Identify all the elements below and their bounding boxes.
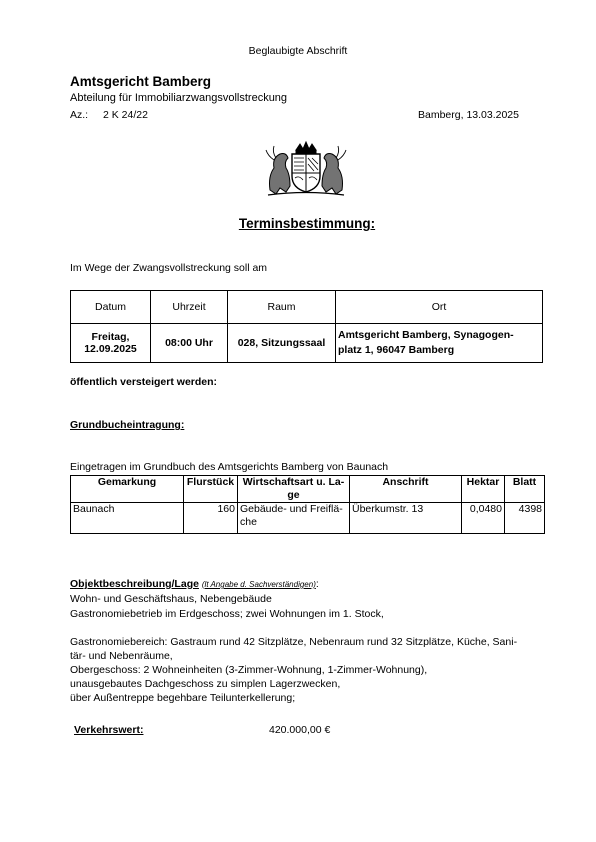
objekt-heading-colon: : bbox=[315, 578, 319, 590]
header-datum: Datum bbox=[71, 291, 151, 324]
case-number-label: Az.: bbox=[70, 109, 89, 121]
objekt-line-5: Obergeschoss: 2 Wohneinheiten (3-Zimmer-Wohnung, 1-Zimmer-Wohnung), bbox=[70, 664, 428, 676]
place-date: Bamberg, 13.03.2025 bbox=[418, 109, 519, 121]
header-wirtschaftsart-line-1: Wirtschaftsart u. La- bbox=[242, 476, 345, 488]
ort-line-2: platz 1, 96047 Bamberg bbox=[338, 344, 455, 356]
verkehrswert-label: Verkehrswert: bbox=[74, 724, 144, 736]
cell-blatt: 4398 bbox=[505, 503, 545, 534]
header-gemarkung: Gemarkung bbox=[71, 476, 184, 503]
appointment-table bbox=[70, 290, 543, 363]
grundbuch-header-row bbox=[71, 476, 545, 503]
header-raum: Raum bbox=[228, 291, 336, 324]
cell-uhrzeit: 08:00 Uhr bbox=[151, 324, 228, 363]
header-wirtschaftsart-line-2: ge bbox=[287, 489, 300, 501]
objekt-heading: Objektbeschreibung/Lage bbox=[70, 578, 199, 590]
bavarian-coat-of-arms-icon bbox=[262, 140, 350, 198]
datum-date: 12.09.2025 bbox=[84, 343, 137, 355]
header-flurstueck: Flurstück bbox=[184, 476, 238, 503]
objekt-line-1: Wohn- und Geschäftshaus, Nebengebäude bbox=[70, 593, 272, 605]
wirtschaftsart-line-1: Gebäude- und Freiflä- bbox=[240, 503, 343, 515]
ort-line-1: Amtsgericht Bamberg, Synagogen- bbox=[338, 329, 514, 341]
header-blatt: Blatt bbox=[505, 476, 545, 503]
case-number: 2 K 24/22 bbox=[103, 109, 148, 121]
cell-anschrift: Überkumstr. 13 bbox=[350, 503, 462, 534]
cell-flurstueck: 160 bbox=[184, 503, 238, 534]
objekt-heading-line bbox=[70, 578, 319, 590]
cell-datum bbox=[71, 324, 151, 363]
objekt-line-4: tär- und Nebenräume, bbox=[70, 650, 173, 662]
cell-wirtschaftsart bbox=[238, 503, 350, 534]
cell-gemarkung: Baunach bbox=[71, 503, 184, 534]
header-wirtschaftsart bbox=[238, 476, 350, 503]
cell-ort bbox=[336, 324, 543, 363]
header-anschrift: Anschrift bbox=[350, 476, 462, 503]
grundbuch-heading: Grundbucheintragung: bbox=[70, 419, 185, 431]
document-title: Terminsbestimmung: bbox=[238, 216, 376, 231]
grundbuch-intro: Eingetragen im Grundbuch des Amtsgerichts Bamberg von Baunach bbox=[70, 461, 389, 473]
table-row bbox=[71, 324, 543, 363]
court-department: Abteilung für Immobiliarzwangsvollstreckung bbox=[70, 92, 288, 104]
datum-weekday: Freitag, bbox=[91, 331, 130, 343]
header-hektar: Hektar bbox=[462, 476, 505, 503]
cell-hektar: 0,0480 bbox=[462, 503, 505, 534]
table-header-row bbox=[71, 291, 543, 324]
court-name: Amtsgericht Bamberg bbox=[70, 74, 212, 89]
wirtschaftsart-line-2: che bbox=[240, 516, 257, 528]
objekt-line-7: über Außentreppe begehbare Teilunterkellerung; bbox=[70, 692, 296, 704]
verkehrswert-value: 420.000,00 € bbox=[269, 724, 331, 736]
objekt-line-2: Gastronomiebetrieb im Erdgeschoss; zwei Wohnungen im 1. Stock, bbox=[70, 608, 384, 620]
objekt-heading-note: (lt Angabe d. Sachverständigen) bbox=[201, 580, 316, 589]
table-row bbox=[71, 503, 545, 534]
objekt-line-6: unausgebautes Dachgeschoss zu simplen Lagerzwecken, bbox=[70, 678, 341, 690]
header-uhrzeit: Uhrzeit bbox=[151, 291, 228, 324]
cell-raum: 028, Sitzungssaal bbox=[228, 324, 336, 363]
grundbuch-table bbox=[70, 475, 545, 534]
certified-copy-label: Beglaubigte Abschrift bbox=[248, 45, 348, 57]
intro-text: Im Wege der Zwangsvollstreckung soll am bbox=[70, 262, 268, 274]
objekt-line-3: Gastronomiebereich: Gastraum rund 42 Sitzplätze, Nebenraum rund 32 Sitzplätze, Küche, Sani- bbox=[70, 636, 518, 648]
header-ort: Ort bbox=[336, 291, 543, 324]
auction-text: öffentlich versteigert werden: bbox=[70, 376, 218, 388]
